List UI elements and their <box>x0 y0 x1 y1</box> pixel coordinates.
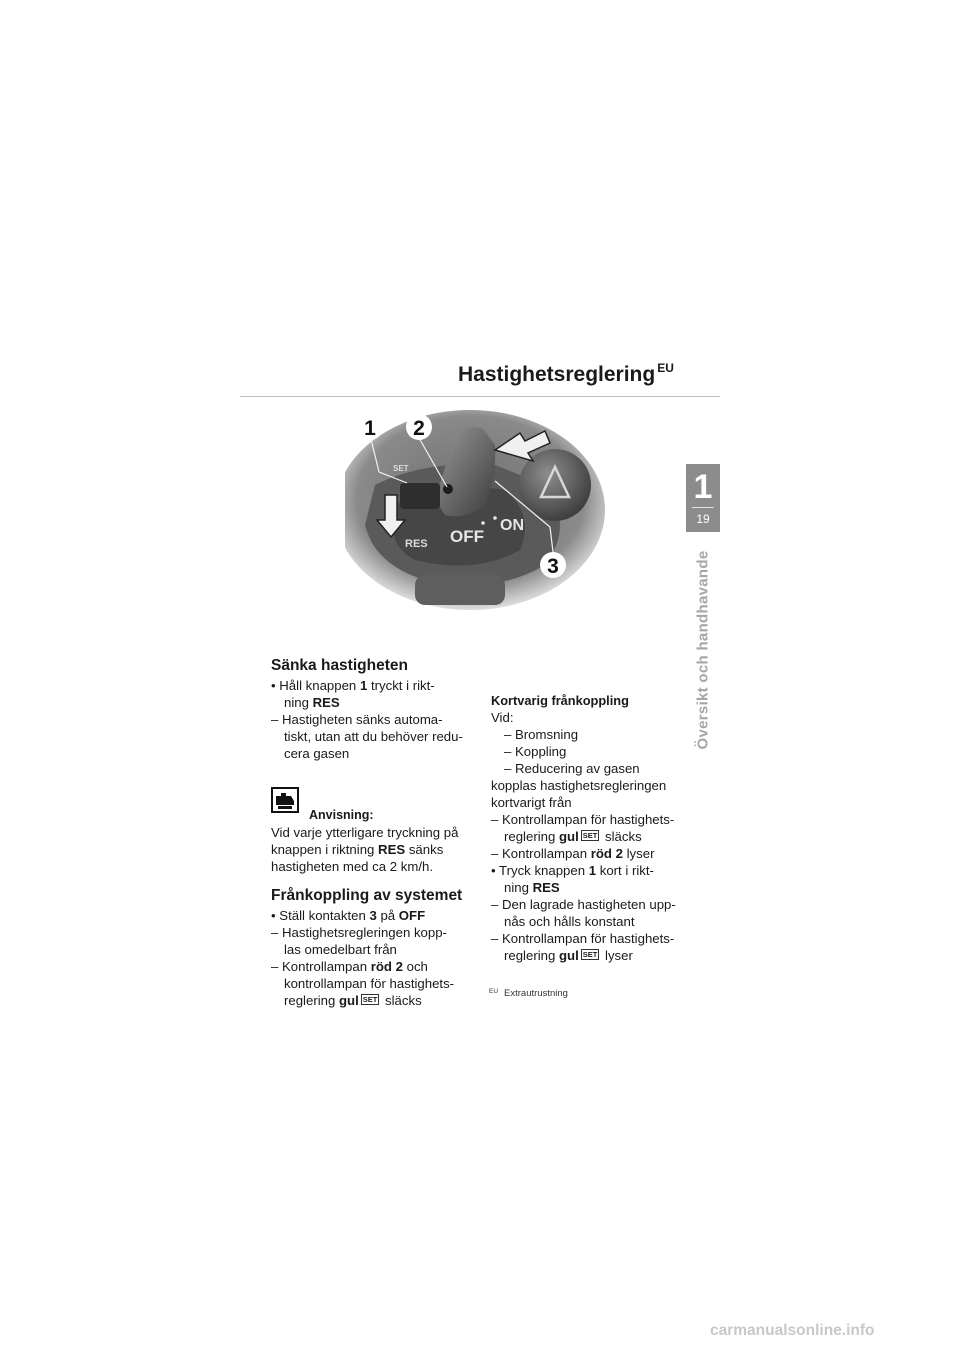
text-line: tiskt, utan att du behöver redu- <box>284 729 463 744</box>
footnote-text: Extrautrustning <box>504 988 568 999</box>
left-column <box>271 657 471 1009</box>
text-line: hastigheten med ca 2 km/h. <box>271 859 434 874</box>
watermark-link[interactable]: carmanualsonline.info <box>710 1322 875 1339</box>
chapter-tab <box>686 464 720 532</box>
title-superscript: EU <box>657 361 674 375</box>
text-line: knappen i riktning RES sänks <box>271 842 444 857</box>
text-line: Vid: <box>491 710 514 725</box>
text-line: nås och hålls konstant <box>504 914 635 929</box>
chapter-tab-rule <box>692 507 714 508</box>
text-line: – Kontrollampan för hastighets- <box>491 931 675 946</box>
page-number: 19 <box>696 512 710 526</box>
text-line: – Hastighetsregleringen kopp- <box>271 925 447 940</box>
text-line: ning RES <box>284 695 340 710</box>
chapter-number: 1 <box>693 468 713 506</box>
note-heading: Anvisning: <box>309 808 374 822</box>
set-indicator-icon: SET <box>582 831 598 840</box>
text-line: kontrollampan för hastighets- <box>284 976 455 991</box>
section-heading-disengage: Frånkoppling av systemet <box>271 887 463 904</box>
section-heading-lower-speed: Sänka hastigheten <box>271 657 408 674</box>
switch-dot-left <box>481 521 485 525</box>
rocker-button <box>400 483 440 509</box>
text-line: – Kontrollampan röd 2 och <box>271 959 428 974</box>
cruise-control-switch-photo <box>345 405 605 610</box>
text-line: – Koppling <box>504 744 567 759</box>
set-indicator-icon: SET <box>362 995 378 1004</box>
lower-button <box>415 575 505 605</box>
label-set: SET <box>393 464 409 473</box>
note-icon <box>271 787 299 813</box>
label-off: OFF <box>450 527 484 546</box>
page-title: Hastighetsreglering $^{EU}$ <box>458 361 674 386</box>
text-line: – Kontrollampan röd 2 lyser <box>491 846 655 861</box>
text-line: reglering gul SET släcks <box>284 993 422 1008</box>
text-line: Vid varje ytterligare tryckning på <box>271 825 459 840</box>
switch-dot-right <box>493 516 497 520</box>
text-line: reglering gul SET släcks <box>504 829 642 844</box>
subsection-heading-brief-disengage: Kortvarig frånkoppling <box>491 693 629 708</box>
text-line: cera gasen <box>284 746 350 761</box>
text-line: • Ställ kontakten 3 på OFF <box>271 908 426 923</box>
text-line: – Kontrollampan för hastighets- <box>491 812 675 827</box>
text-line: reglering gul SET lyser <box>504 948 633 963</box>
callout-1-label: 1 <box>364 417 376 440</box>
text-line: – Reducering av gasen <box>504 761 640 776</box>
right-column <box>491 692 691 964</box>
footnote-marker: EU <box>489 988 499 995</box>
text-line: – Bromsning <box>504 727 579 742</box>
callout-2-label: 2 <box>413 417 425 440</box>
text-line: • Tryck knappen 1 kort i rikt- <box>491 863 654 878</box>
text-line: – Hastigheten sänks automa- <box>271 712 443 727</box>
label-res: RES <box>405 538 428 550</box>
label-on: ON <box>500 517 524 534</box>
indicator-lamp <box>443 484 453 494</box>
spacer <box>271 875 471 887</box>
title-divider <box>240 396 720 397</box>
text-line: kortvarigt från <box>491 795 572 810</box>
text-line: ning RES <box>504 880 560 895</box>
footnote <box>489 988 568 999</box>
text-line: las omedelbart från <box>284 942 397 957</box>
text-line: kopplas hastighetsregleringen <box>491 778 667 793</box>
text-line: – Den lagrade hastigheten upp- <box>491 897 676 912</box>
callout-3-label: 3 <box>547 555 559 578</box>
spacer <box>271 762 471 779</box>
text-line: • Håll knappen 1 tryckt i rikt- <box>271 678 435 693</box>
set-indicator-icon: SET <box>582 950 598 959</box>
chapter-label: Översikt och handhavande <box>694 550 712 750</box>
